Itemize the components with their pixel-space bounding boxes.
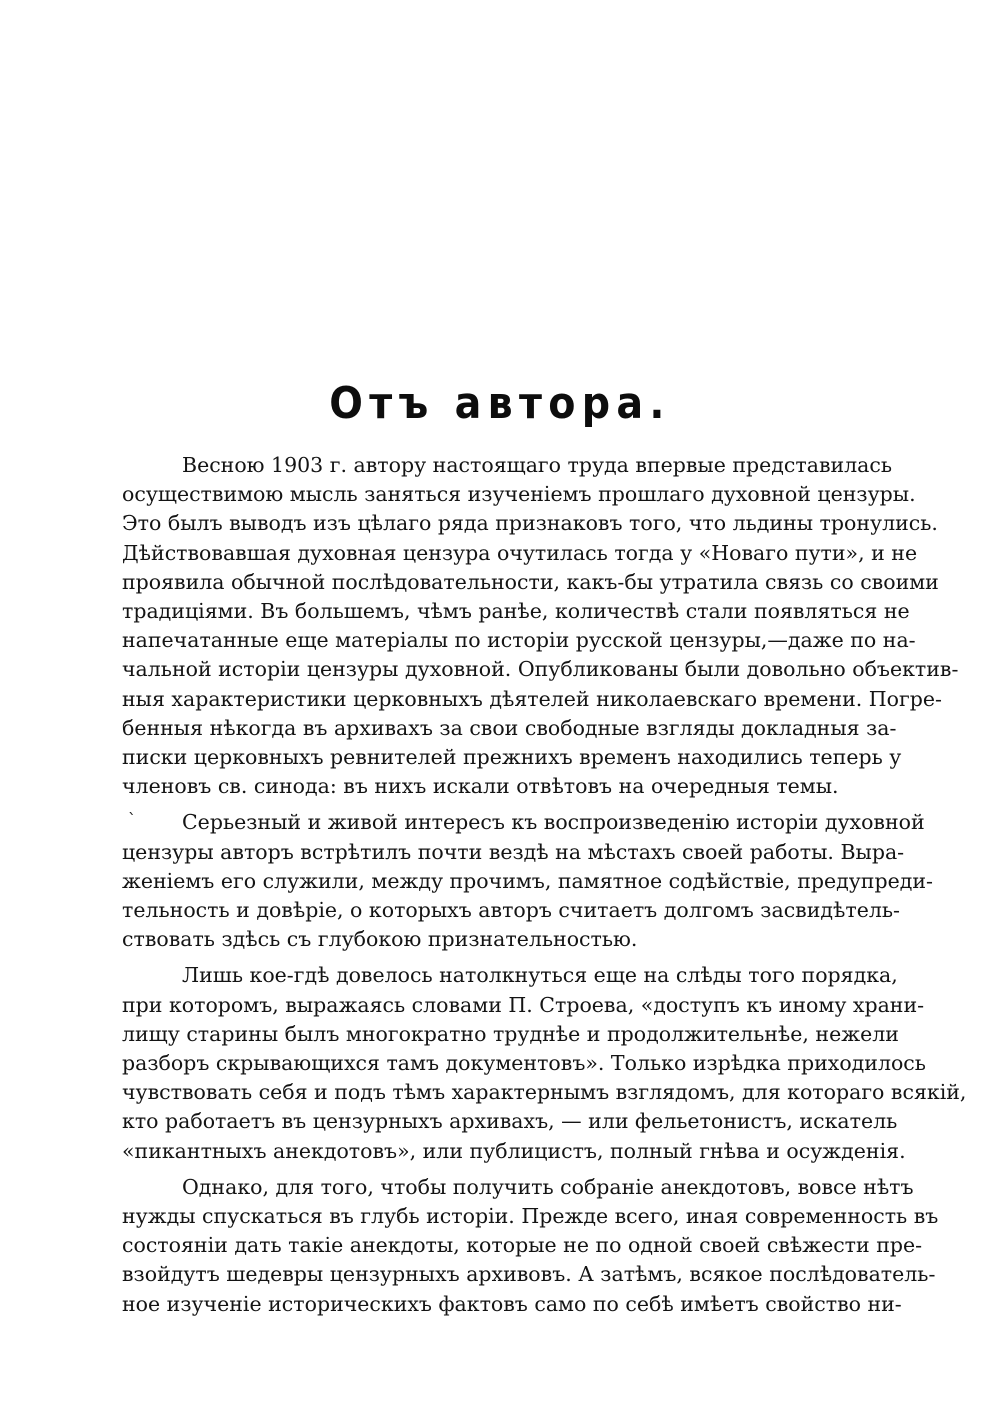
page-title: Отъ автора.	[329, 378, 671, 429]
text-line: напечатанные еще матеріалы по исторіи русской цензуры,—даже по на-	[122, 628, 916, 653]
text-line: ное изученіе историческихъ фактовъ само по себѣ имѣетъ свойство ни-	[122, 1291, 902, 1316]
text-line: лищу старины былъ многократно труднѣе и продолжительнѣе, нежели	[122, 1021, 899, 1046]
text-line: Дѣйствовавшая духовная цензура очутилась тогда у «Новаго пути», и не	[122, 540, 918, 565]
text-line: тельность и довѣріе, о которыхъ авторъ считаетъ долгомъ засвидѣтель-	[122, 898, 900, 923]
text-line: традиціями. Въ большемъ, чѣмъ ранѣе, количествѣ стали появляться не	[122, 599, 910, 624]
text-line: кто работаетъ въ цензурныхъ архивахъ, — или фельетонистъ, искатель	[122, 1109, 898, 1134]
text-line: взойдутъ шедевры цензурныхъ архивовъ. А затѣмъ, всякое послѣдователь-	[122, 1262, 936, 1287]
text-line: ствовать здѣсь съ глубокою признательностью.	[122, 927, 638, 952]
text-line: «пикантныхъ анекдотовъ», или публицистъ, полный гнѣва и осужденія.	[122, 1138, 906, 1163]
text-line: разборъ скрывающихся тамъ документовъ». Только изрѣдка приходилось	[122, 1051, 926, 1076]
text-line: членовъ св. синода: въ нихъ искали отвѣтовъ на очередныя темы.	[122, 774, 839, 799]
text-line: чальной исторіи цензуры духовной. Опубликованы были довольно объектив-	[122, 657, 959, 682]
paragraph-2	[122, 808, 933, 954]
body-text	[122, 451, 967, 1319]
text-line: ныя характеристики церковныхъ дѣятелей николаевскаго времени. Погре-	[122, 686, 942, 711]
paragraph-1	[122, 451, 959, 801]
text-line: чувствовать себя и подъ тѣмъ характернымъ взглядомъ, для котораго всякій,	[122, 1080, 967, 1105]
text-line: Весною 1903 г. автору настоящаго труда впервые представилась	[182, 453, 893, 477]
text-line: проявила обычной послѣдовательности, какъ-бы утратила связь со своими	[122, 569, 939, 594]
text-line: при которомъ, выражаясь словами П. Строева, «доступъ къ иному храни-	[122, 992, 925, 1017]
text-line: Серьезный и живой интересъ къ воспроизведенію исторіи духовной	[182, 810, 925, 835]
text-line: писки церковныхъ ревнителей прежнихъ временъ находились теперь у	[122, 745, 902, 770]
paragraph-4	[122, 1173, 939, 1319]
text-line: цензуры авторъ встрѣтилъ почти вездѣ на мѣстахъ своей работы. Выра-	[122, 839, 905, 864]
marginal-mark: ˎ	[128, 796, 136, 815]
paragraph-3	[122, 961, 967, 1165]
text-line: нужды спускаться въ глубь исторіи. Прежде всего, иная современность въ	[122, 1204, 939, 1229]
text-line: женіемъ его служили, между прочимъ, памятное содѣйствіе, предупреди-	[122, 868, 933, 893]
text-line: осуществимою мысль заняться изученіемъ прошлаго духовной цензуры.	[122, 482, 916, 507]
text-line: Это былъ выводъ изъ цѣлаго ряда признаковъ того, что льдины тронулись.	[122, 511, 938, 536]
text-line: состояніи дать такіе анекдоты, которые не по одной своей свѣжести пре-	[122, 1233, 923, 1258]
text-line: Однако, для того, чтобы получить собраніе анекдотовъ, вовсе нѣтъ	[182, 1174, 914, 1199]
text-line: Лишь кое-гдѣ довелось натолкнуться еще на слѣды того порядка,	[182, 963, 898, 988]
text-line: бенныя нѣкогда въ архивахъ за свои свободные взгляды докладныя за-	[122, 715, 897, 740]
